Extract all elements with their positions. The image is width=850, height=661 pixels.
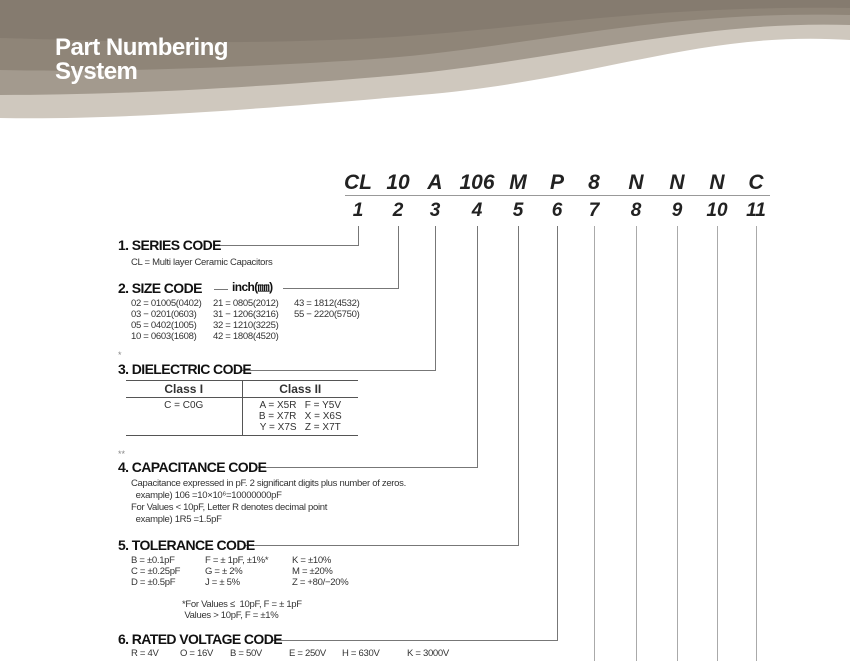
capacitance-marker: **: [118, 449, 126, 459]
connector-8: [636, 226, 637, 661]
connector-7: [594, 226, 595, 661]
voltage-value: O = 16V: [180, 648, 214, 659]
page-title: [55, 36, 228, 84]
tolerance-note: *For Values ≤ 10pF, F = ± 1pF Values > 10pF, F = ±1%: [182, 599, 302, 621]
voltage-value: B = 50V: [230, 648, 262, 659]
connector-1: [358, 226, 359, 245]
part-code-9: N: [669, 171, 685, 194]
capacitance-code-heading: 4. CAPACITANCE CODE: [118, 459, 267, 475]
series-code-heading: 1. SERIES CODE: [118, 237, 221, 253]
connector-5-h: [245, 545, 519, 546]
class-1-header: Class I: [126, 381, 242, 398]
connector-4-h: [258, 467, 478, 468]
position-number-10: 10: [706, 200, 728, 221]
voltage-value: K = 3000V: [407, 648, 449, 659]
class-1-values: C = C0G: [126, 398, 242, 436]
position-number-6: 6: [551, 200, 563, 221]
part-code-10: N: [709, 171, 725, 194]
position-number-4: 4: [471, 200, 483, 221]
part-code-2: 10: [386, 171, 410, 194]
title-line-1: Part Numbering: [55, 34, 229, 61]
connector-10: [717, 226, 718, 661]
code-underline: [345, 195, 770, 196]
size-col-1: 02 = 01005(0402) 03 − 0201(0603) 05 = 0402(1005) 10 = 0603(1608): [131, 298, 202, 342]
position-number-8: 8: [630, 200, 642, 221]
size-unit-dash: [214, 289, 228, 290]
dielectric-table: [126, 380, 358, 436]
tolerance-col-1: B = ±0.1pF C = ±0.25pF D = ±0.5pF: [131, 555, 181, 588]
tolerance-code-heading: 5. TOLERANCE CODE: [118, 537, 255, 553]
part-code-7: 8: [588, 171, 600, 194]
voltage-code-heading: 6. RATED VOLTAGE CODE: [118, 631, 282, 647]
part-code-11: C: [748, 171, 764, 194]
position-number-5: 5: [512, 200, 524, 221]
connector-9: [677, 226, 678, 661]
voltage-value: H = 630V: [342, 648, 380, 659]
voltage-value: R = 4V: [131, 648, 159, 659]
dielectric-code-heading: 3. DIELECTRIC CODE: [118, 361, 252, 377]
connector-2: [398, 226, 399, 288]
connector-6: [557, 226, 558, 640]
title-line-2: System: [55, 58, 138, 85]
connector-1-h: [215, 245, 359, 246]
connector-4: [477, 226, 478, 467]
class-2-values: A = X5R F = Y5V B = X7R X = X6S Y = X7S Z = X7T: [258, 400, 342, 433]
position-number-9: 9: [671, 200, 683, 221]
series-code-text: CL = Multi layer Ceramic Capacitors: [131, 257, 273, 268]
part-code-8: N: [628, 171, 644, 194]
size-col-2: 21 = 0805(2012) 31 − 1206(3216) 32 = 1210(3225) 42 = 1808(4520): [213, 298, 279, 342]
class-2-header: Class II: [279, 382, 322, 396]
connector-6-h: [272, 640, 558, 641]
connector-5: [518, 226, 519, 545]
part-code-4: 106: [459, 171, 495, 194]
connector-2-h: [283, 288, 399, 289]
position-number-7: 7: [588, 200, 600, 221]
tolerance-col-2: F = ± 1pF, ±1%* G = ± 2% J = ± 5%: [205, 555, 269, 588]
connector-3: [435, 226, 436, 370]
position-number-2: 2: [392, 200, 404, 221]
part-code-1: CL: [344, 171, 372, 194]
connector-3-h: [242, 370, 436, 371]
part-code-3: A: [427, 171, 443, 194]
connector-11: [756, 226, 757, 661]
position-number-1: 1: [352, 200, 364, 221]
dielectric-marker: *: [118, 350, 122, 360]
position-number-11: 11: [746, 200, 766, 221]
capacitance-text: Capacitance expressed in pF. 2 significant digits plus number of zeros. example) 106 =10×10⁶=10000000pF For Values < 10pF, Letter R denotes decimal point example) 1R5 =1.5pF: [131, 478, 406, 525]
tolerance-col-3: K = ±10% M = ±20% Z = +80/−20%: [292, 555, 349, 588]
part-code-5: M: [509, 171, 527, 194]
position-number-3: 3: [429, 200, 441, 221]
part-code-6: P: [549, 171, 565, 194]
size-code-heading: 2. SIZE CODE: [118, 280, 202, 296]
voltage-value: E = 250V: [289, 648, 326, 659]
size-col-3: 43 = 1812(4532) 55 − 2220(5750): [294, 298, 360, 320]
size-unit: inch(㎜): [232, 280, 273, 294]
